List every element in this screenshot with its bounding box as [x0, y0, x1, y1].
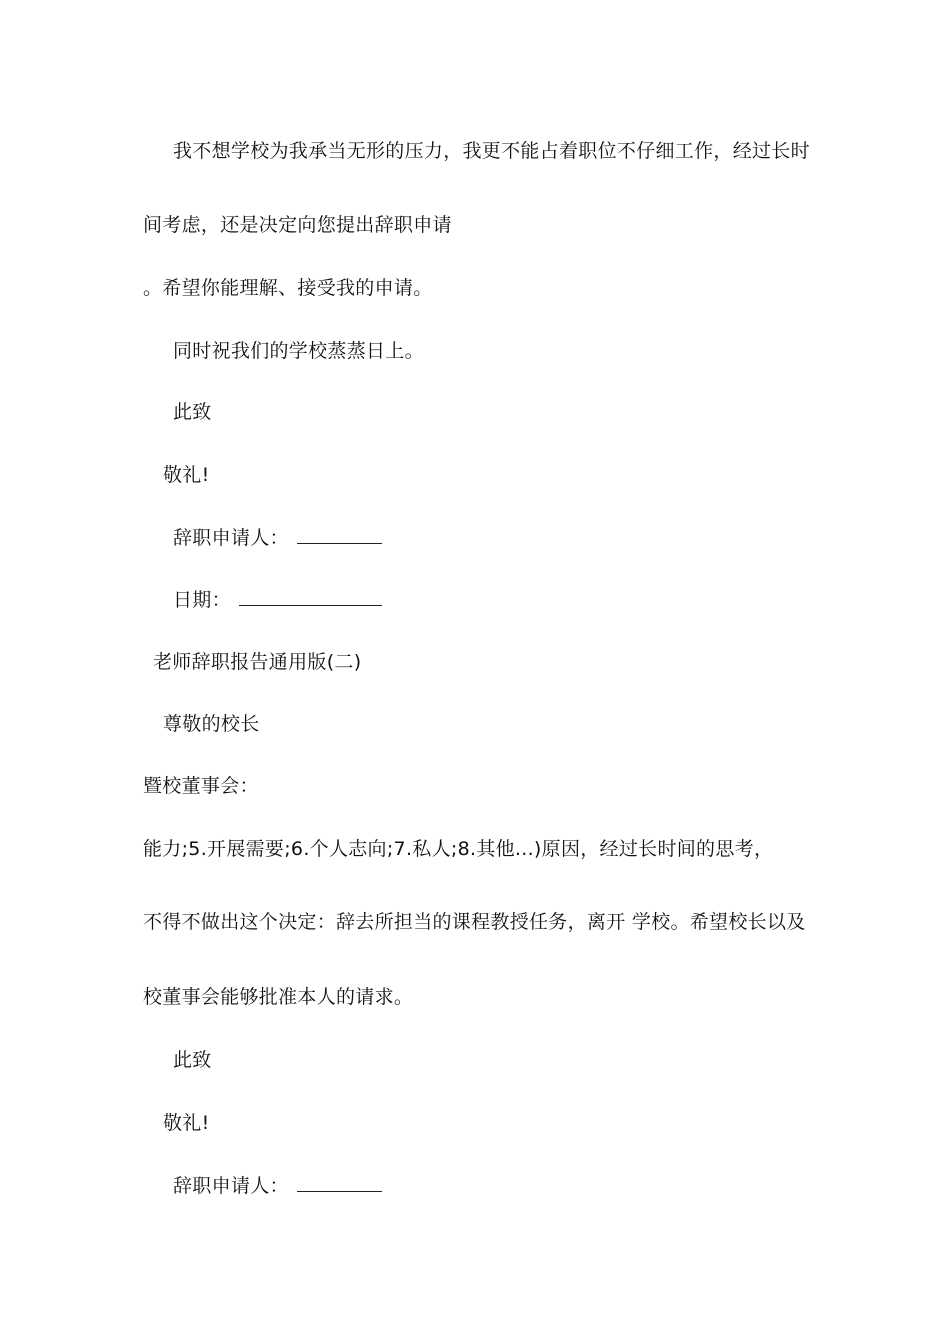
paragraph-line: 同时祝我们的学校蒸蒸日上。 [173, 340, 424, 362]
section-title: 老师辞职报告通用版(二) [153, 651, 362, 673]
closing-salutation: 此致 [173, 401, 212, 423]
paragraph-line: 我不想学校为我承当无形的压力，我更不能占着职位不仔细工作，经过长时 [173, 140, 810, 162]
date-line [173, 587, 382, 612]
paragraph-line: 能力;5.开展需要;6.个人志向;7.私人;8.其他...)原因，经过长时间的思考， [143, 838, 774, 860]
applicant-blank [297, 525, 382, 544]
addressee-board: 暨校董事会： [143, 775, 259, 797]
paragraph-line: 间考虑，还是决定向您提出辞职申请 [143, 214, 452, 236]
applicant-signature-line [173, 525, 382, 550]
closing-regards: 敬礼! [163, 464, 210, 486]
applicant-signature-line [173, 1173, 382, 1198]
closing-regards: 敬礼! [163, 1112, 210, 1134]
closing-salutation: 此致 [173, 1049, 212, 1071]
addressee: 尊敬的校长 [163, 713, 260, 735]
paragraph-line: 不得不做出这个决定：辞去所担当的课程教授任务，离开 学校。希望校长以及 [143, 911, 806, 933]
date-blank [239, 587, 382, 606]
applicant-label: 辞职申请人： [173, 1175, 289, 1197]
paragraph-line: 。希望你能理解、接受我的申请。 [143, 277, 433, 299]
date-label: 日期： [173, 589, 231, 611]
applicant-blank [297, 1173, 382, 1192]
applicant-label: 辞职申请人： [173, 527, 289, 549]
paragraph-line: 校董事会能够批准本人的请求。 [143, 986, 414, 1008]
